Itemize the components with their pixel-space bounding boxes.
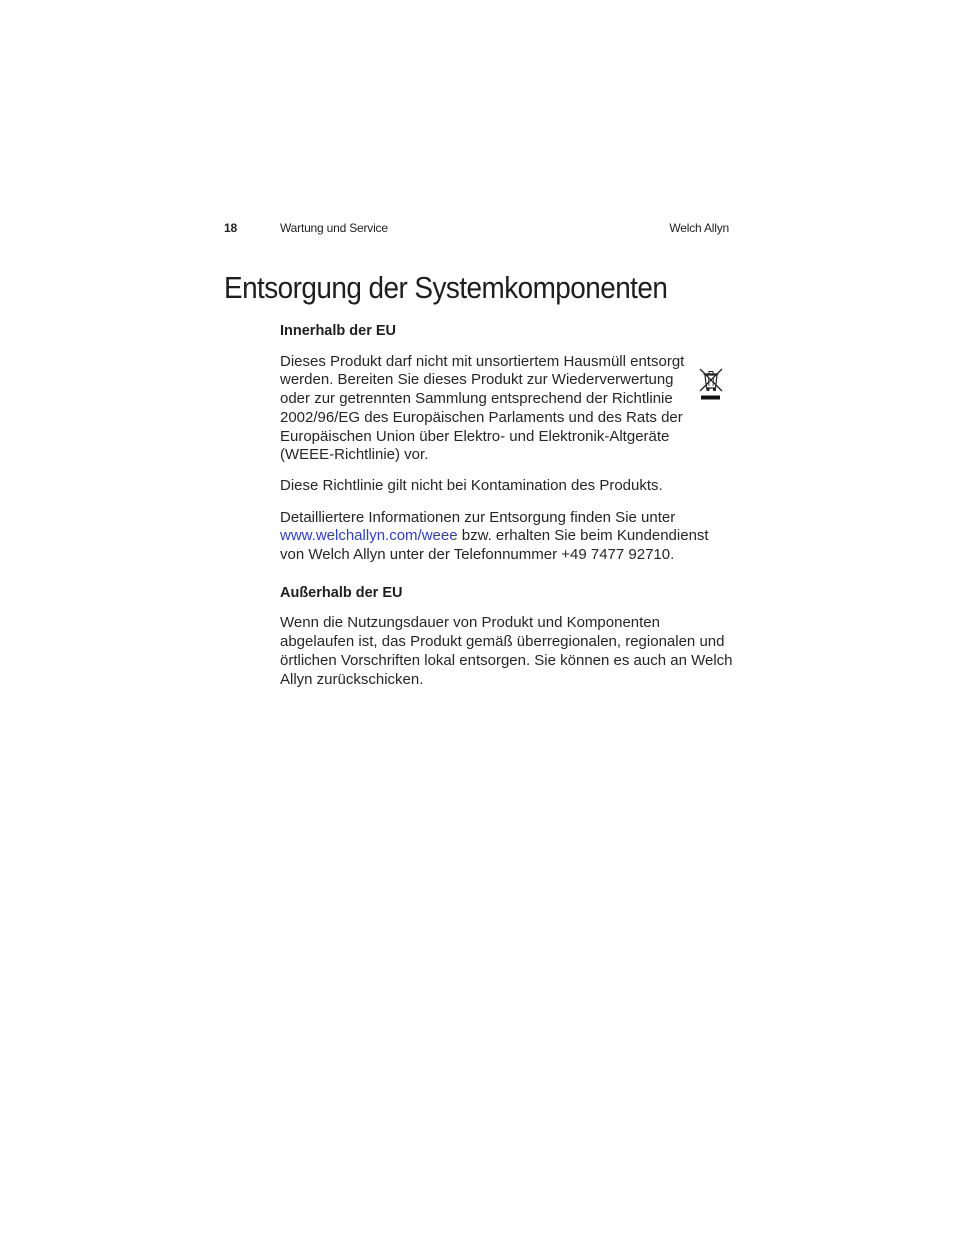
weee-website-link[interactable]: www.welchallyn.com/weee xyxy=(280,527,458,545)
main-content xyxy=(280,322,735,702)
paragraph-outside-eu: Wenn die Nutzungsdauer von Produkt und Komponenten abgelaufen ist, das Produkt gemäß überregionalen, regionalen und örtlichen Vorschriften lokal entsorgen. Sie können es auch an Welch Allyn zurückschicken. xyxy=(280,614,733,688)
more-info-text-before-link: Detailliertere Informationen zur Entsorgung finden Sie unter xyxy=(280,508,676,526)
running-section-title: Wartung und Service xyxy=(280,221,388,235)
page-header xyxy=(224,221,729,239)
heading-outside-eu: Außerhalb der EU xyxy=(280,584,403,601)
paragraph-contamination-note: Diese Richtlinie gilt nicht bei Kontamination des Produkts. xyxy=(280,477,663,495)
paragraph-more-info xyxy=(280,509,735,565)
page-number: 18 xyxy=(224,221,237,235)
more-info-text-after-link: bzw. erhalten Sie beim Kundendienst von Welch Allyn unter der Telefonnummer +49 7477 92710. xyxy=(280,527,709,564)
running-brand-name: Welch Allyn xyxy=(669,221,729,235)
page-title: Entsorgung der Systemkomponenten xyxy=(224,270,668,305)
paragraph-disposal-rule: Dieses Produkt darf nicht mit unsortiertem Hausmüll entsorgt werden. Bereiten Sie dieses Produkt zur Wiederverwertung oder zur getrennten Sammlung entsprechend der Richtlinie 2002/96/EG des Europäischen Parlaments und des Rats der Europäischen Union über Elektro- und Elektronik-Altgeräte (WEEE-Richtlinie) vor. xyxy=(280,352,685,464)
heading-inside-eu: Innerhalb der EU xyxy=(280,323,397,339)
